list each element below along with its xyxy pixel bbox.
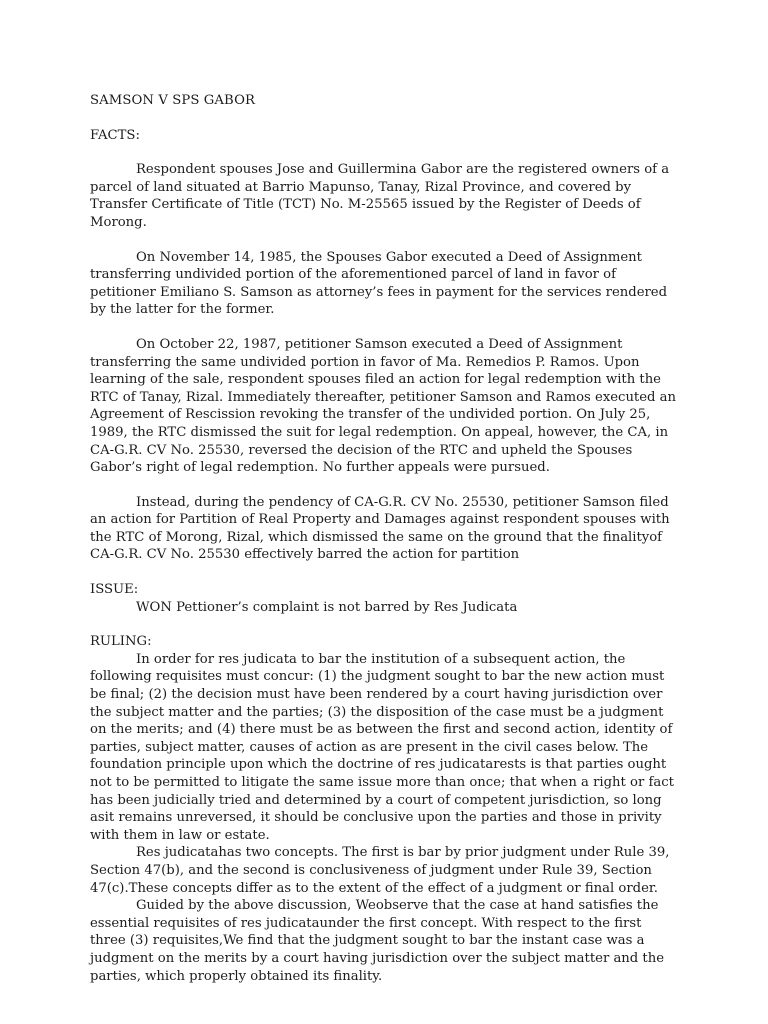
- ruling-paragraph: In order for res judicata to bar the institution of a subsequent action, the following requisites must concur: (1) the judgment sought to bar the new action must be final; (2) the decision must have been rendered by a court having jurisdiction over the subject matter and the parties; (3) the disposition of the case must be a judgment on the merits; and (4) there must be as between the first and second action, identity of parties, subject matter, causes of action as are present in the civil cases below. The foundation principle upon which the doctrine of res judicatarests is that parties ought not to be permitted to litigate the same issue more than once; that when a right or fact has been judicially tried and determined by a court of competent jurisdiction, so long asit remains unreversed, it should be conclusive upon the parties and those in privity with them in law or estate.: [90, 651, 674, 843]
- issue-text: WON Pettioner’s complaint is not barred by Res Judicata: [136, 599, 518, 615]
- document-page: [90, 92, 680, 985]
- facts-paragraph: On November 14, 1985, the Spouses Gabor executed a Deed of Assignment transferring undivided portion of the aforementioned parcel of land in favor of petitioner Emiliano S. Samson as attorney’s fees in payment for the services rendered by the latter for the former.: [90, 249, 668, 318]
- ruling-paragraph: Guided by the above discussion, Weobserve that the case at hand satisfies the essential requisites of res judicataunder the first concept. With respect to the first three (3) requisites,We find that the judgment sought to bar the instant case was a judgment on the merits by a court having jurisdiction over the subject matter and the parties, which properly obtained its finality.: [90, 898, 665, 984]
- ruling-heading: RULING:: [90, 634, 152, 650]
- facts-paragraph: Instead, during the pendency of CA-G.R. CV No. 25530, petitioner Samson filed an action for Partition of Real Property and Damages against respondent spouses with the RTC of Morong, Rizal, which dismissed the same on the ground that the finalityof CA-G.R. CV No. 25530 effectively barred the action for partition: [90, 494, 670, 563]
- facts-heading: FACTS:: [90, 127, 140, 143]
- ruling-paragraph: Res judicatahas two concepts. The first is bar by prior judgment under Rule 39, Section 47(b), and the second is conclusiveness of judgment under Rule 39, Section 47(c).These concepts differ as to the extent of the effect of a judgment or final order.: [90, 845, 670, 896]
- issue-heading: ISSUE:: [90, 582, 139, 598]
- facts-paragraph: On October 22, 1987, petitioner Samson executed a Deed of Assignment transferring the same undivided portion in favor of Ma. Remedios P. Ramos. Upon learning of the sale, respondent spouses filed an action for legal redemption with the RTC of Tanay, Rizal. Immediately thereafter, petitioner Samson and Ramos executed an Agreement of Rescission revoking the transfer of the undivided portion. On July 25, 1989, the RTC dismissed the suit for legal redemption. On appeal, however, the CA, in CA-G.R. CV No. 25530, reversed the decision of the RTC and upheld the Spouses Gabor’s right of legal redemption. No further appeals were pursued.: [90, 336, 677, 476]
- document-title: SAMSON V SPS GABOR: [90, 93, 256, 108]
- facts-paragraph: Respondent spouses Jose and Guillermina Gabor are the registered owners of a parcel of land situated at Barrio Mapunso, Tanay, Rizal Province, and covered by Transfer Certificate of Title (TCT) No. M-25565 issued by the Register of Deeds of Morong.: [90, 162, 670, 230]
